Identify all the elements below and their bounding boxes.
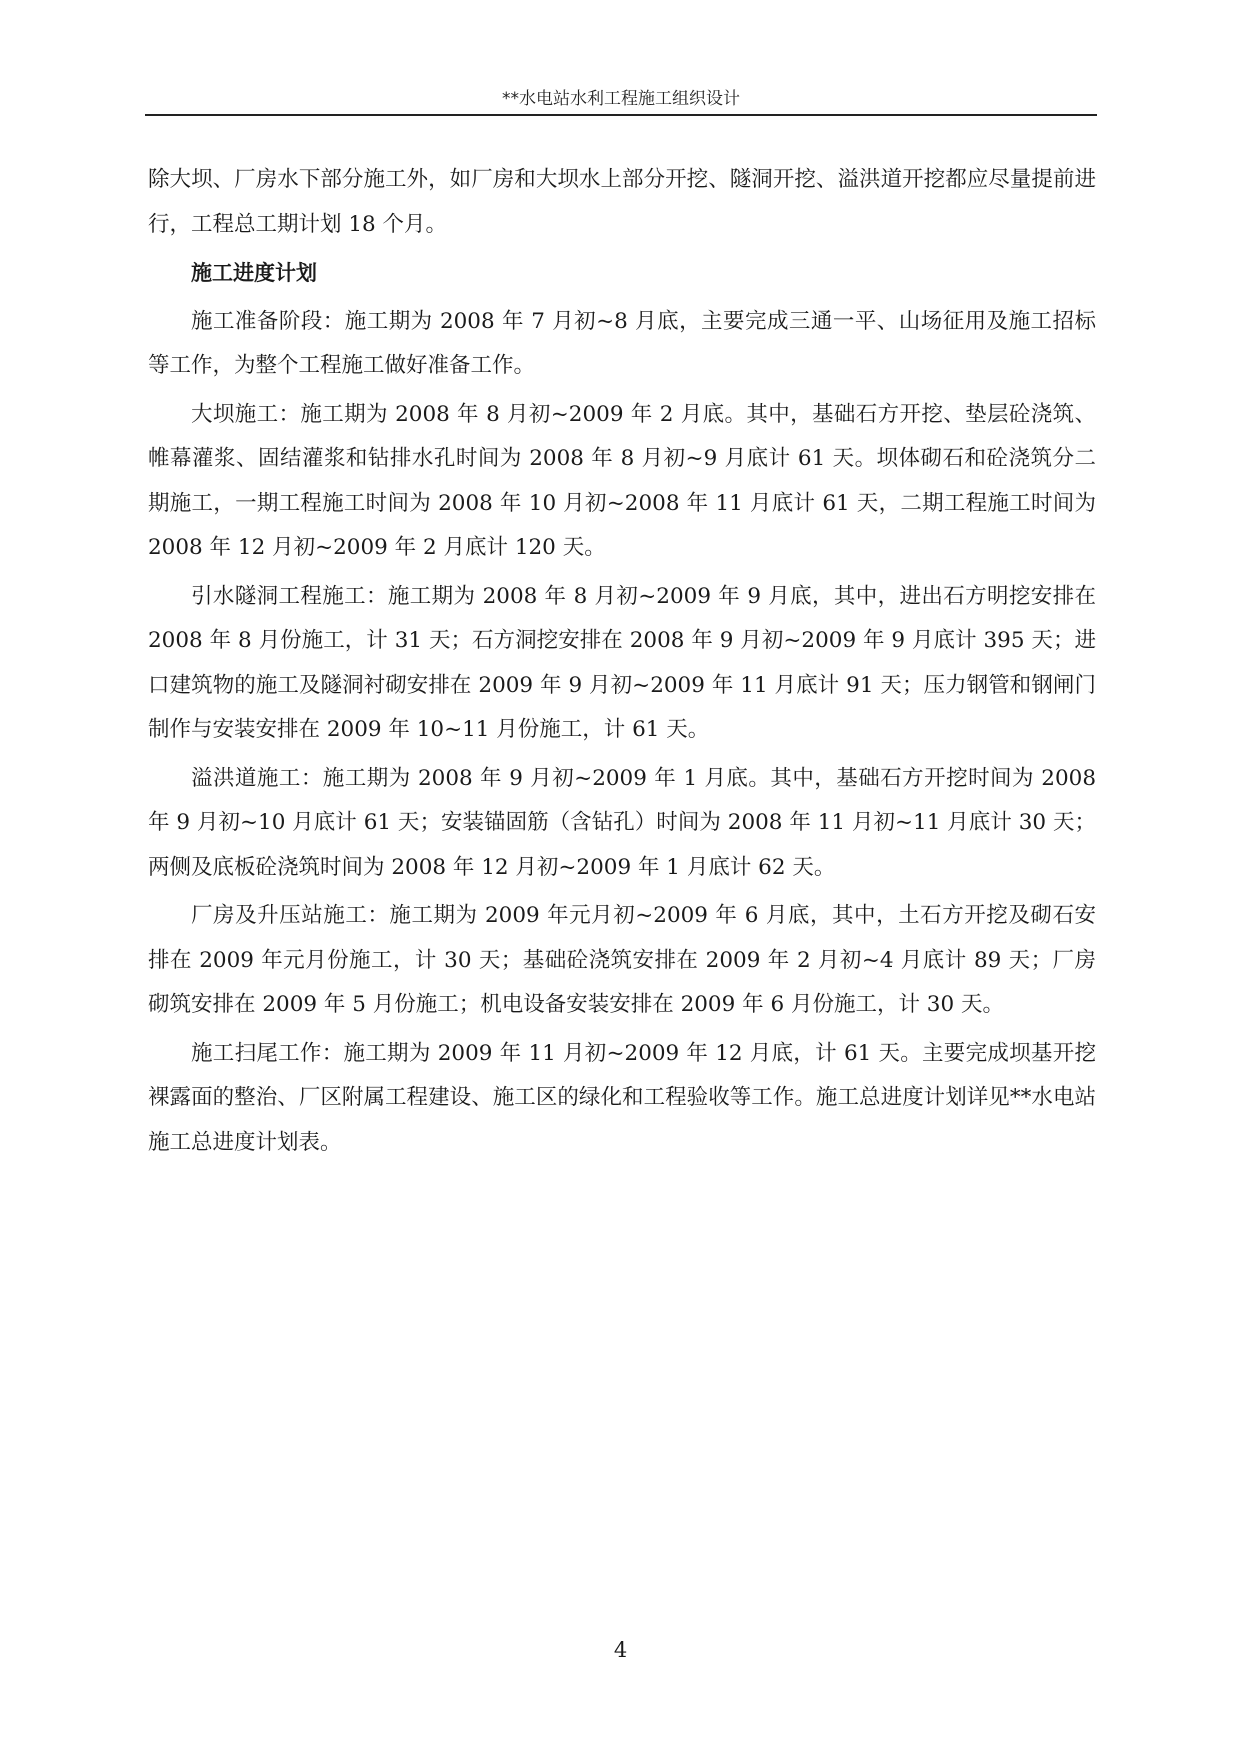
intro-paragraph: 除大坝、厂房水下部分施工外，如厂房和大坝水上部分开挖、隧洞开挖、溢洪道开挖都应尽量提前进行，工程总工期计划 18 个月。 (148, 167, 1096, 237)
header-rule (145, 114, 1097, 116)
paragraph-spillway: 溢洪道施工：施工期为 2008 年 9 月初~2009 年 1 月底。其中，基础石方开挖时间为 2008 年 9 月初~10 月底计 61 天；安装锚固筋（含钻孔）时间为 2008 年 11 月初~11 月底计 30 天；两侧及底板砼浇筑时间为 2008 年 12 月初~2009 年 1 月底计 62 天。 (148, 765, 1096, 880)
paragraph-dam: 大坝施工：施工期为 2008 年 8 月初~2009 年 2 月底。其中，基础石方开挖、垫层砼浇筑、帷幕灌浆、固结灌浆和钻排水孔时间为 2008 年 8 月初~9 月底计 61 天。坝体砌石和砼浇筑分二期施工，一期工程施工时间为 2008 年 10 月初~2008 年 11 月底计 61 天，二期工程施工时间为 2008 年 12 月初~2009 年 2 月底计 120 天。 (148, 401, 1096, 560)
paragraph-finishing: 施工扫尾工作：施工期为 2009 年 11 月初~2009 年 12 月底，计 61 天。主要完成坝基开挖裸露面的整治、厂区附属工程建设、施工区的绿化和工程验收等工作。施工总进度计划详见**水电站施工总进度计划表。 (148, 1040, 1096, 1155)
paragraph-powerhouse: 厂房及升压站施工：施工期为 2009 年元月初~2009 年 6 月底，其中，土石方开挖及砌石安排在 2009 年元月份施工，计 30 天；基础砼浇筑安排在 2009 年 2 月初~4 月底计 89 天；厂房砌筑安排在 2009 年 5 月份施工；机电设备安装安排在 2009 年 6 月份施工，计 30 天。 (148, 903, 1096, 1017)
running-header: **水电站水利工程施工组织设计 (502, 89, 740, 109)
paragraph-preparation: 施工准备阶段：施工期为 2008 年 7 月初~8 月底，主要完成三通一平、山场征用及施工招标等工作，为整个工程施工做好准备工作。 (148, 308, 1096, 378)
page-number: 4 (613, 1638, 628, 1662)
document-body (148, 158, 1096, 1169)
section-heading: 施工进度计划 (191, 261, 317, 285)
paragraph-tunnel: 引水隧洞工程施工：施工期为 2008 年 8 月初~2009 年 9 月底，其中，进出石方明挖安排在 2008 年 8 月份施工，计 31 天；石方洞挖安排在 2008 年 9 月初~2009 年 9 月底计 395 天；进口建筑物的施工及隧洞衬砌安排在 2009 年 9 月初~2009 年 11 月底计 91 天；压力钢管和钢闸门制作与安装安排在 2009 年 10~11 月份施工，计 61 天。 (148, 583, 1096, 742)
